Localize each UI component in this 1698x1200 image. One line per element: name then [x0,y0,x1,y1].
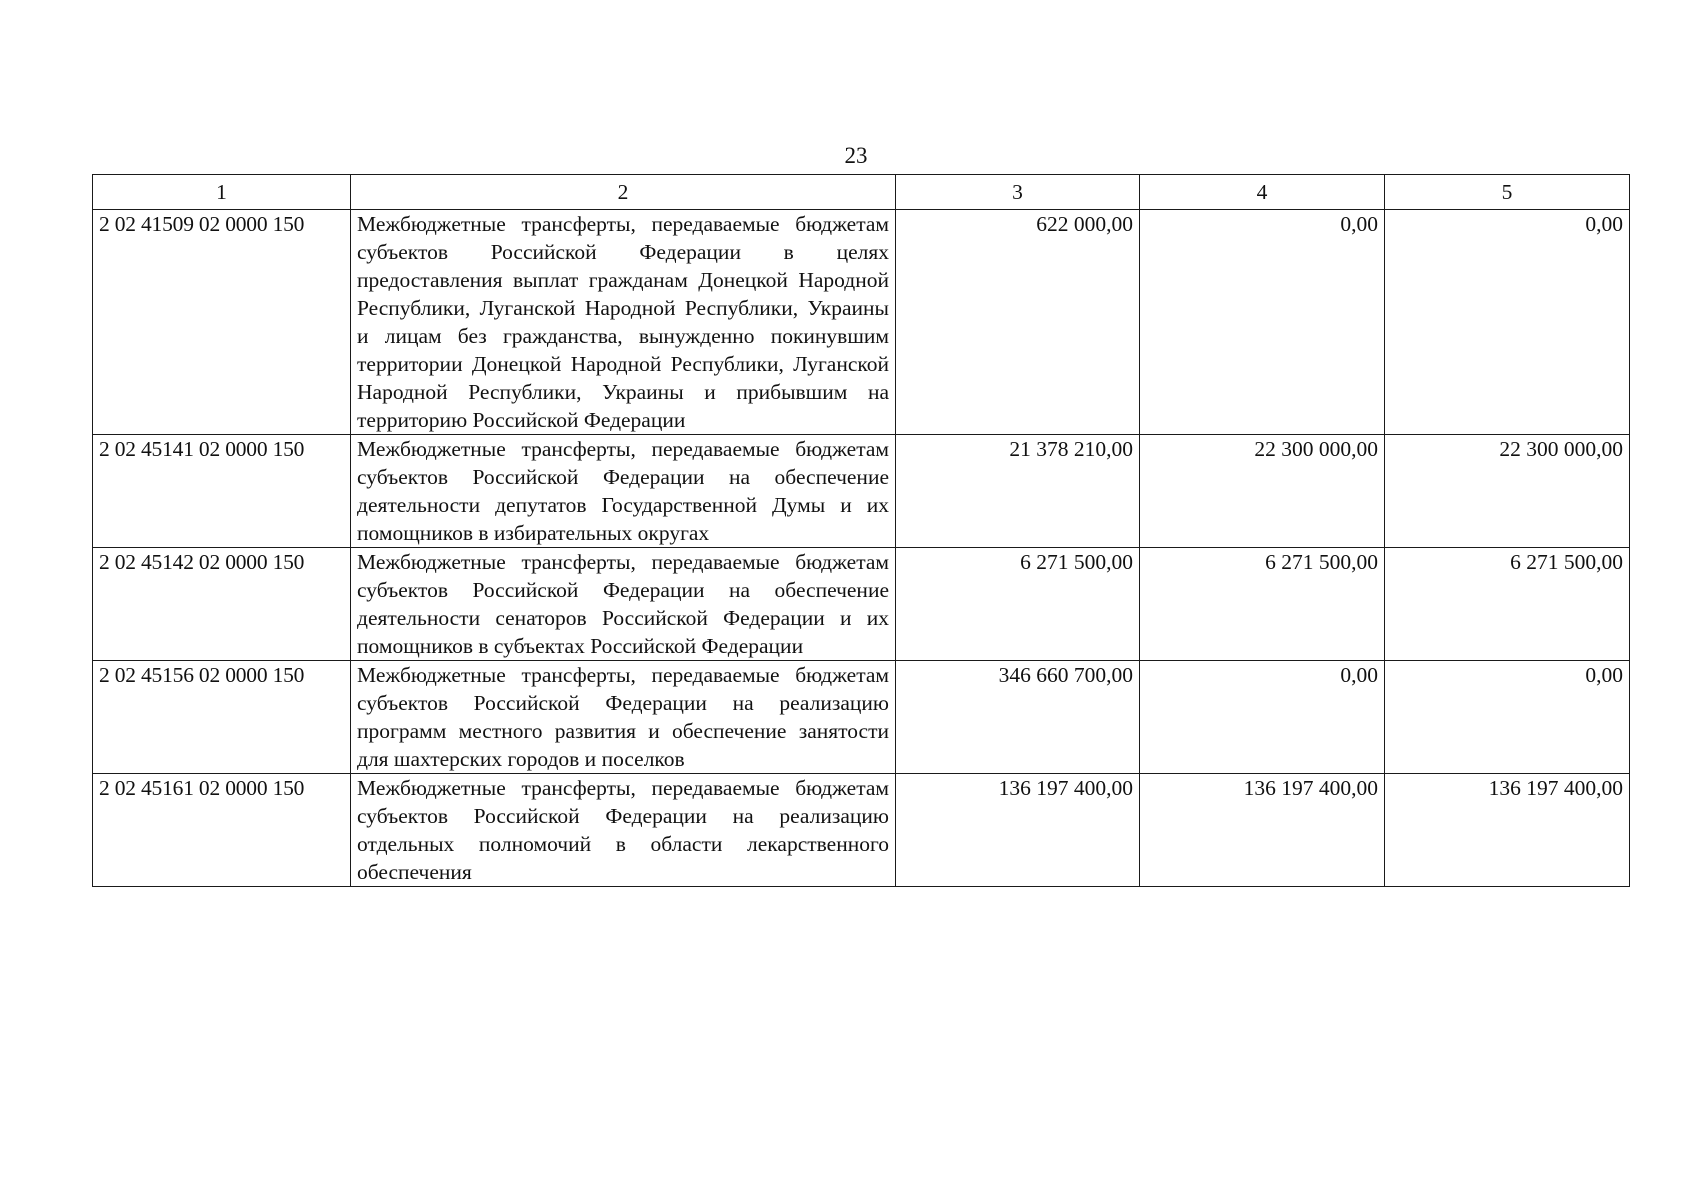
amount-col5-cell: 0,00 [1385,210,1630,435]
amount-col4-cell: 6 271 500,00 [1140,548,1385,661]
budget-code-cell: 2 02 45156 02 0000 150 [93,661,351,774]
description-cell: Межбюджетные трансферты, передаваемые бюджетам субъектов Российской Федерации на обеспечение деятельности сенаторов Российской Федерации и их помощников в субъектах Российской Федерации [351,548,896,661]
amount-col4-cell: 22 300 000,00 [1140,435,1385,548]
amount-col3-cell: 6 271 500,00 [896,548,1140,661]
budget-code-cell: 2 02 41509 02 0000 150 [93,210,351,435]
amount-col3-cell: 622 000,00 [896,210,1140,435]
amount-col4-cell: 0,00 [1140,210,1385,435]
description-cell: Межбюджетные трансферты, передаваемые бюджетам субъектов Российской Федерации в целях предоставления выплат гражданам Донецкой Народной Республики, Луганской Народной Республики, Украины и лицам без гражданства, вынужденно покинувшим территории Донецкой Народной Республики, Луганской Народной Республики, Украины и прибывшим на территорию Российской Федерации [351,210,896,435]
description-cell: Межбюджетные трансферты, передаваемые бюджетам субъектов Российской Федерации на обеспечение деятельности депутатов Государственной Думы и их помощников в избирательных округах [351,435,896,548]
column-header-3: 3 [896,175,1140,210]
table-row [93,210,1630,435]
table-row [93,661,1630,774]
budget-table [92,174,1630,887]
budget-code-cell: 2 02 45142 02 0000 150 [93,548,351,661]
description-cell: Межбюджетные трансферты, передаваемые бюджетам субъектов Российской Федерации на реализацию отдельных полномочий в области лекарственного обеспечения [351,774,896,887]
amount-col3-cell: 346 660 700,00 [896,661,1140,774]
amount-col4-cell: 0,00 [1140,661,1385,774]
amount-col5-cell: 22 300 000,00 [1385,435,1630,548]
column-header-2: 2 [351,175,896,210]
amount-col5-cell: 6 271 500,00 [1385,548,1630,661]
table-row [93,435,1630,548]
budget-code-cell: 2 02 45161 02 0000 150 [93,774,351,887]
amount-col4-cell: 136 197 400,00 [1140,774,1385,887]
column-header-1: 1 [93,175,351,210]
amount-col3-cell: 21 378 210,00 [896,435,1140,548]
budget-code-cell: 2 02 45141 02 0000 150 [93,435,351,548]
column-header-5: 5 [1385,175,1630,210]
table-row [93,548,1630,661]
table-header-row [93,175,1630,210]
table-row [93,774,1630,887]
page-number: 23 [844,143,868,168]
amount-col5-cell: 136 197 400,00 [1385,774,1630,887]
description-cell: Межбюджетные трансферты, передаваемые бюджетам субъектов Российской Федерации на реализацию программ местного развития и обеспечение занятости для шахтерских городов и поселков [351,661,896,774]
amount-col3-cell: 136 197 400,00 [896,774,1140,887]
amount-col5-cell: 0,00 [1385,661,1630,774]
column-header-4: 4 [1140,175,1385,210]
